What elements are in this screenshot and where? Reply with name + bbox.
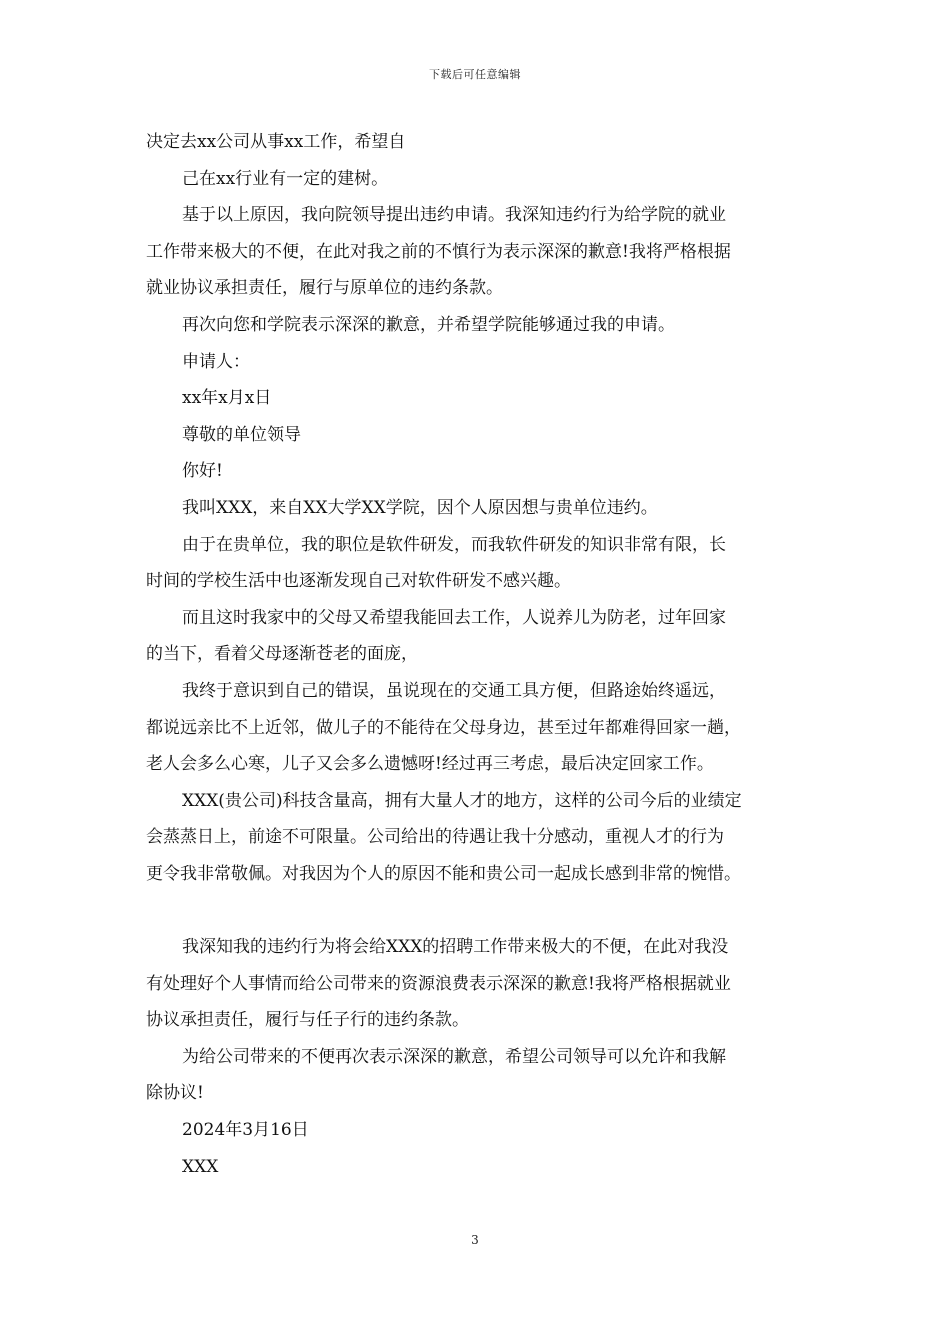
signature-date: 2024年3月16日 <box>182 1120 309 1141</box>
text-line: 基于以上原因，我向院领导提出违约申请。我深知违约行为给学院的就业 <box>182 205 726 226</box>
text-line: 就业协议承担责任，履行与原单位的违约条款。 <box>146 278 503 299</box>
text-line: 我叫XXX，来自XX大学XX学院，因个人原因想与贵单位违约。 <box>182 497 658 518</box>
blank-line <box>146 892 822 929</box>
text-line: 工作带来极大的不便，在此对我之前的不慎行为表示深深的歉意!我将严格根据 <box>146 241 731 262</box>
text-line: 而且这时我家中的父母又希望我能回去工作，人说养儿为防老，过年回家 <box>182 607 726 628</box>
text-line: 更令我非常敬佩。对我因为个人的原因不能和贵公司一起成长感到非常的惋惜。 <box>146 863 741 884</box>
text-line: 己在xx行业有一定的建树。 <box>182 168 389 189</box>
text-line: 由于在贵单位，我的职位是软件研发，而我软件研发的知识非常有限，长 <box>182 534 726 555</box>
text-line: 有处理好个人事情而给公司带来的资源浪费表示深深的歉意!我将严格根据就业 <box>146 973 731 994</box>
text-line: 我深知我的违约行为将会给XXX的招聘工作带来极大的不便，在此对我没 <box>182 937 729 958</box>
salutation: 尊敬的单位领导 <box>182 424 301 445</box>
text-line: 协议承担责任，履行与任子行的违约条款。 <box>146 1010 469 1031</box>
text-line: XXX(贵公司)科技含量高，拥有大量人才的地方，这样的公司今后的业绩定 <box>182 790 742 811</box>
page-number: 3 <box>471 1233 479 1247</box>
text-line: 时间的学校生活中也逐渐发现自己对软件研发不感兴趣。 <box>146 571 571 592</box>
text-line: 老人会多么心寒，儿子又会多么遗憾呀!经过再三考虑，最后决定回家工作。 <box>146 754 714 775</box>
applicant-label: 申请人： <box>182 351 250 372</box>
document-body <box>146 124 822 1185</box>
page-header: 下载后可任意编辑 <box>429 68 521 81</box>
signature-name: XXX <box>182 1156 219 1177</box>
text-line: 会蒸蒸日上，前途不可限量。公司给出的待遇让我十分感动，重视人才的行为 <box>146 827 724 848</box>
text-line: 为给公司带来的不便再次表示深深的歉意，希望公司领导可以允许和我解 <box>182 1046 726 1067</box>
text-line: 决定去xx公司从事xx工作，希望自 <box>146 132 406 152</box>
text-line: 除协议! <box>146 1083 204 1104</box>
text-line: 都说远亲比不上近邻，做儿子的不能待在父母身边，甚至过年都难得回家一趟， <box>146 717 741 738</box>
date-line: xx年x月x日 <box>182 388 272 409</box>
text-line: 我终于意识到自己的错误，虽说现在的交通工具方便，但路途始终遥远， <box>182 680 726 701</box>
text-line: 再次向您和学院表示深深的歉意，并希望学院能够通过我的申请。 <box>182 314 675 335</box>
greeting: 你好! <box>182 461 223 482</box>
text-line: 的当下，看着父母逐渐苍老的面庞， <box>146 644 418 665</box>
